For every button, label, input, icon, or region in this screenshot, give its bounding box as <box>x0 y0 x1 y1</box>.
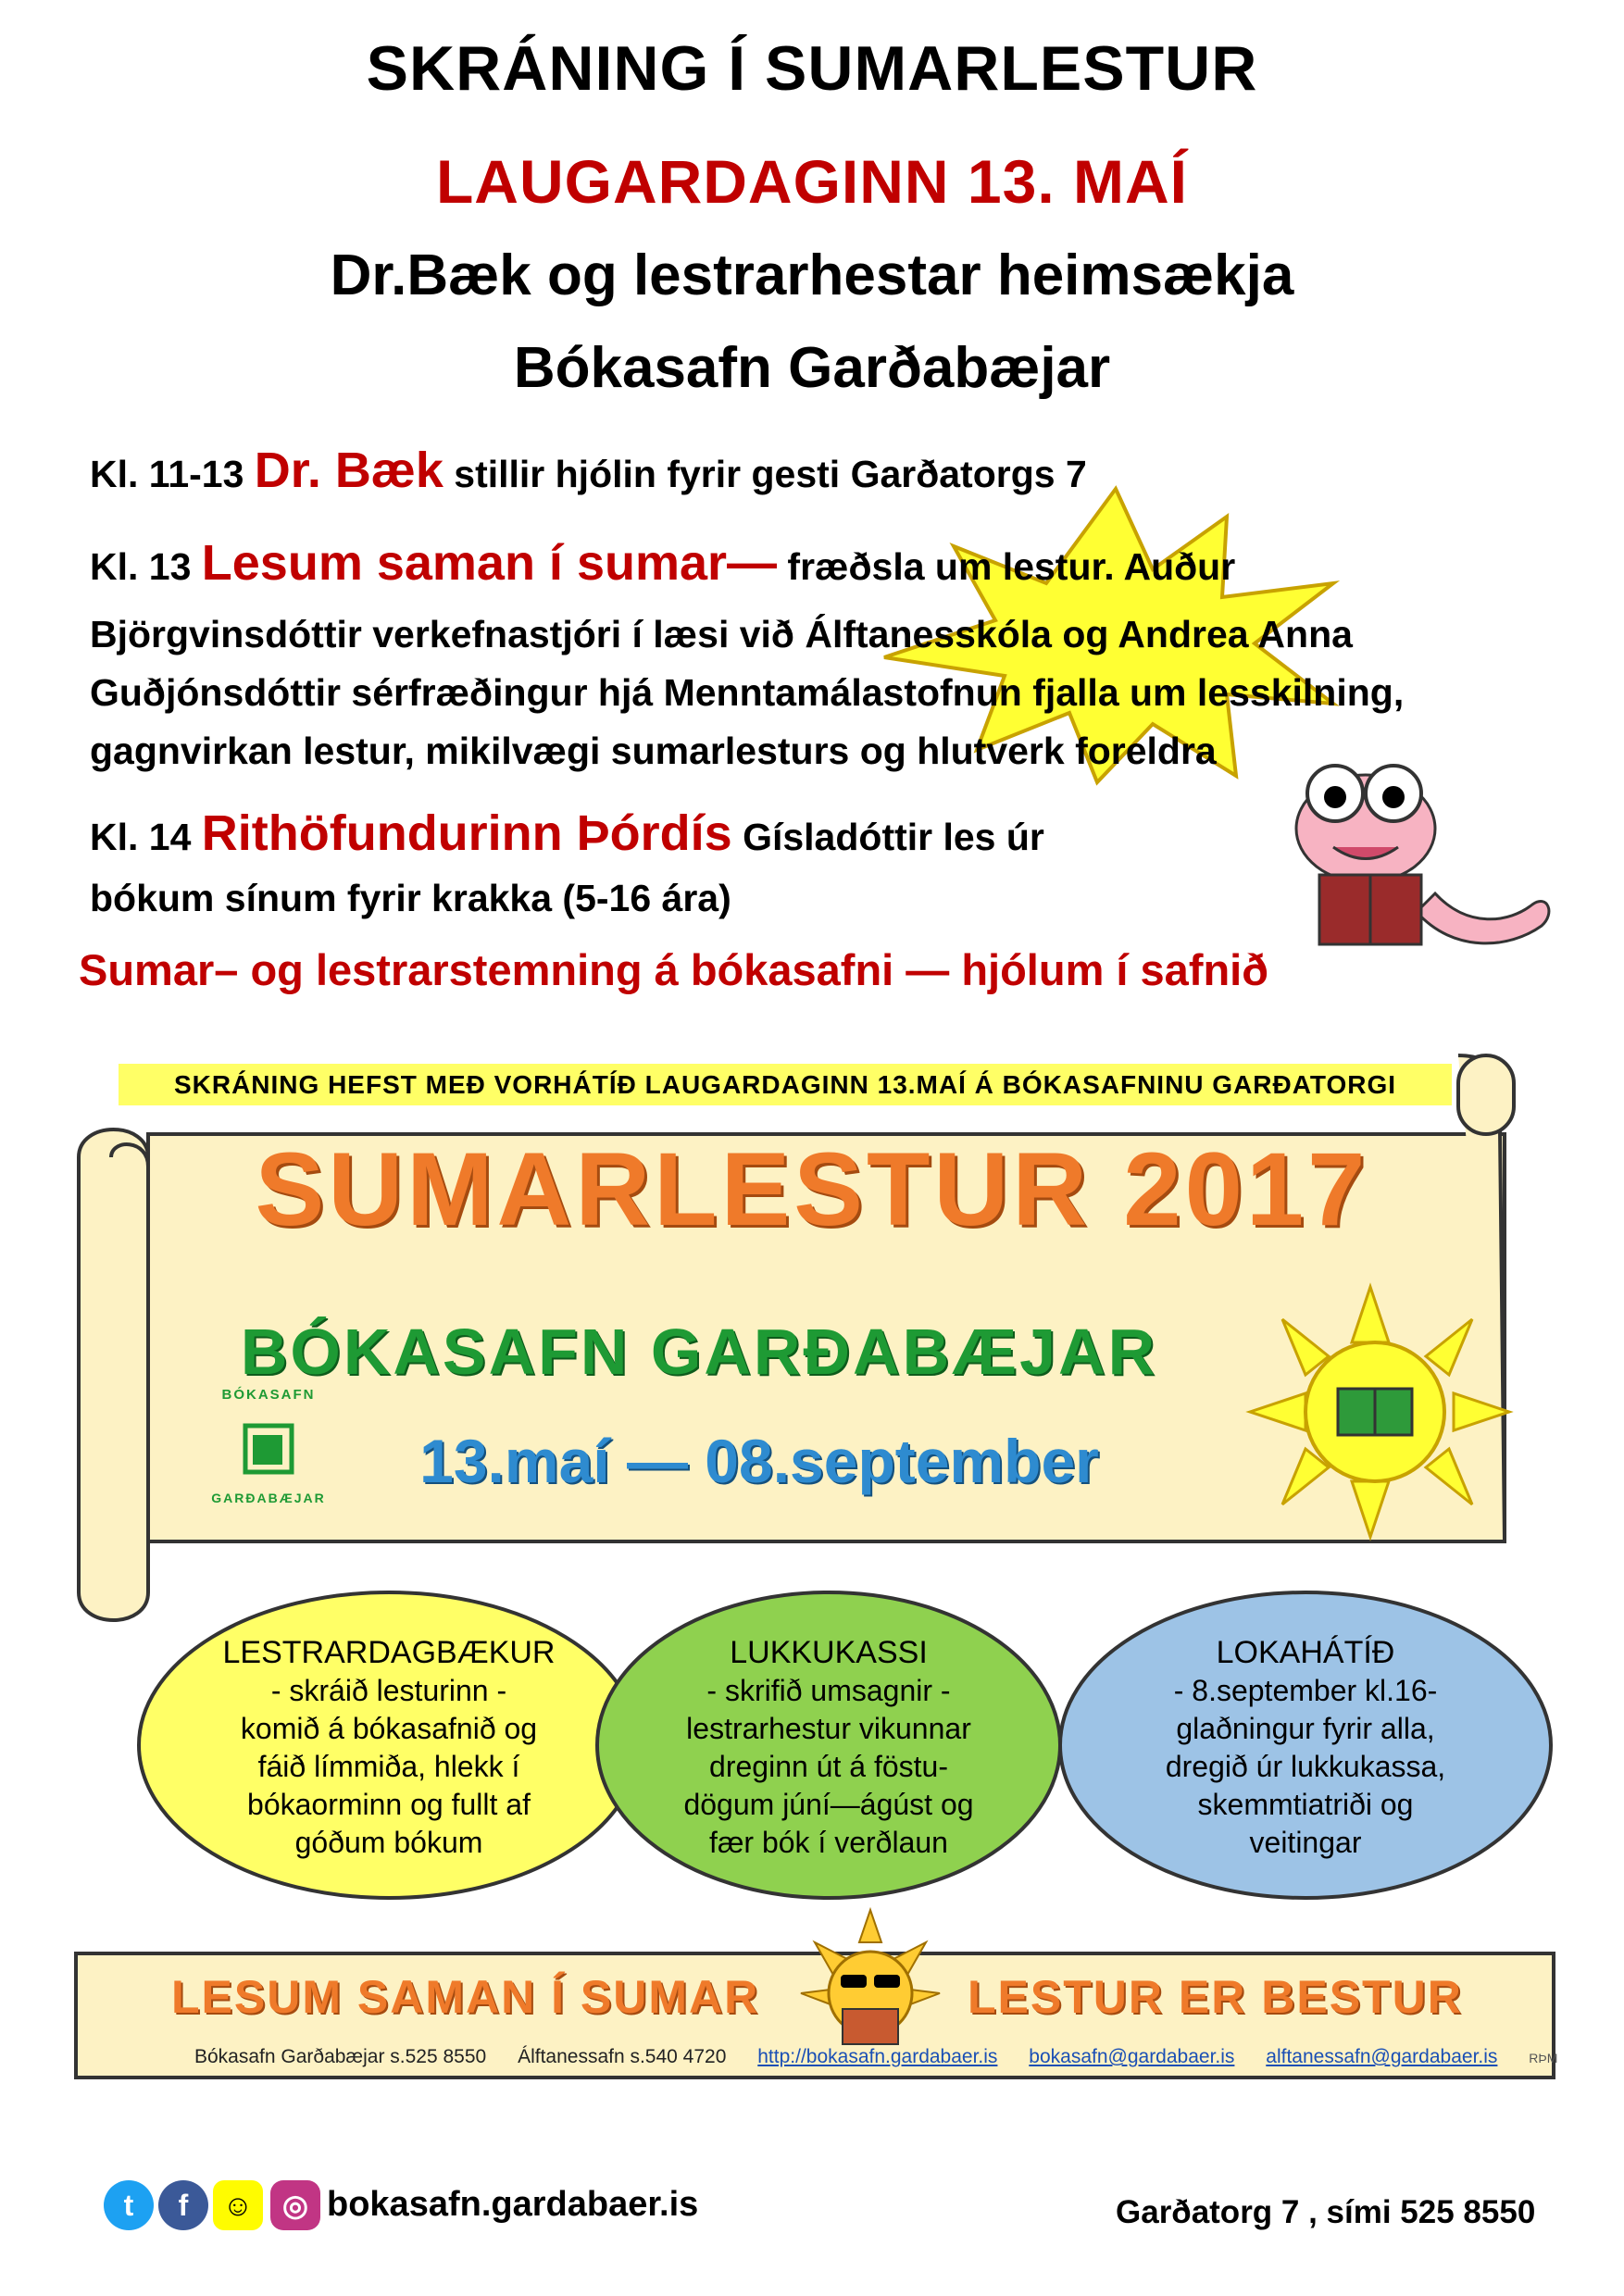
email-link-bokasafn[interactable]: bokasafn@gardabaer.is <box>1029 2046 1235 2067</box>
subtitle-line1: Dr.Bæk og lestrarhestar heimsækja <box>330 243 1294 307</box>
logo-text-bottom: GARÐABÆJAR <box>211 1491 326 1505</box>
program-time: Kl. 13 <box>90 545 202 588</box>
oval-line: glaðningur fyrir alla, <box>1176 1712 1435 1745</box>
oval-line: - skráið lesturinn - <box>270 1674 507 1707</box>
program-item-2-line: gagnvirkan lestur, mikilvægi sumarlesturs og hlutverk foreldra <box>90 730 1217 772</box>
oval-lokahatid <box>1060 1634 1551 1862</box>
address-phone: Garðatorg 7 , sími 525 8550 <box>1116 2194 1536 2230</box>
oval-line: fær bók í verðlaun <box>709 1826 948 1859</box>
contact-alftanes: Álftanessafn s.540 4720 <box>518 2046 727 2067</box>
designer-initials: RÞM <box>1529 2051 1558 2065</box>
oval-line: dreginn út á föstu- <box>709 1750 948 1783</box>
program-text: Gísladóttir les úr <box>731 816 1044 858</box>
program-dates: 13.maí — 08.september <box>419 1427 1099 1495</box>
sun-icon <box>1241 1278 1518 1546</box>
oval-line: dögum júní—ágúst og <box>683 1788 974 1821</box>
oval-line: - skrifið umsagnir - <box>706 1674 951 1707</box>
bookworm-illustration <box>1278 755 1555 967</box>
oval-title: LUKKUKASSI <box>730 1635 928 1670</box>
contact-gardabaer: Bókasafn Garðabæjar s.525 8550 <box>194 2046 487 2067</box>
facebook-icon[interactable]: f <box>158 2180 208 2230</box>
oval-line: lestrarhestur vikunnar <box>686 1712 971 1745</box>
oval-line: - 8.september kl.16- <box>1173 1674 1438 1707</box>
program-item-1 <box>90 443 1087 502</box>
main-title: SKRÁNING Í SUMARLESTUR <box>366 33 1258 104</box>
program-item-2-line: Guðjónsdóttir sérfræðingur hjá Menntamálastofnun fjalla um lesskilning, <box>90 671 1405 714</box>
event-date: LAUGARDAGINN 13. MAÍ <box>435 147 1189 216</box>
library-name: BÓKASAFN GARÐABÆJAR <box>240 1316 1158 1388</box>
email-link-alftanessafn[interactable]: alftanessafn@gardabaer.is <box>1266 2046 1498 2067</box>
instagram-icon[interactable]: ◎ <box>270 2180 320 2230</box>
program-highlight: Lesum saman í sumar— <box>201 535 778 591</box>
program-text: stillir hjólin fyrir gesti Garðatorgs 7 <box>443 453 1087 495</box>
program-highlight: Rithöfundurinn Þórdís <box>201 805 732 861</box>
program-time: Kl. 11-13 <box>90 453 255 495</box>
oval-lestrardagbaekur <box>139 1634 639 1862</box>
contact-line <box>194 2046 1583 2068</box>
program-title: SUMARLESTUR 2017 <box>255 1131 1369 1247</box>
sun-reader-icon <box>796 1905 944 2053</box>
registration-strip: SKRÁNING HEFST MEÐ VORHÁTÍÐ LAUGARDAGINN 13.MAÍ Á BÓKASAFNINU GARÐATORGI <box>119 1064 1452 1105</box>
oval-lukkukassi <box>597 1634 1060 1862</box>
program-item-3 <box>90 805 1044 865</box>
social-handle[interactable]: bokasafn.gardabaer.is <box>327 2185 699 2224</box>
oval-line: komið á bókasafnið og <box>240 1712 538 1745</box>
program-item-2 <box>90 535 1235 594</box>
program-item-3-line: bókum sínum fyrir krakka (5-16 ára) <box>90 877 731 919</box>
bottom-slogan-left: LESUM SAMAN Í SUMAR <box>171 1971 760 2023</box>
subtitle-line2: Bókasafn Garðabæjar <box>513 336 1111 400</box>
oval-line: fáið límmiða, hlekk í <box>257 1750 520 1783</box>
program-time: Kl. 14 <box>90 816 202 858</box>
logo-text-top: BÓKASAFN <box>221 1387 316 1403</box>
bottom-slogan-right: LESTUR ER BESTUR <box>968 1971 1463 2023</box>
snapchat-icon[interactable]: ☺ <box>213 2180 263 2230</box>
oval-line: dregið úr lukkukassa, <box>1165 1750 1446 1783</box>
oval-line: veitingar <box>1249 1826 1362 1859</box>
program-highlight: Dr. Bæk <box>254 443 443 498</box>
twitter-icon[interactable]: t <box>104 2180 154 2230</box>
oval-line: góðum bókum <box>294 1826 483 1859</box>
website-link[interactable]: http://bokasafn.gardabaer.is <box>757 2046 998 2067</box>
program-item-2-line: Björgvinsdóttir verkefnastjóri í læsi við Álftanesskóla og Andrea Anna <box>90 613 1353 655</box>
oval-line: bókaorminn og fullt af <box>247 1788 531 1821</box>
tagline: Sumar– og lestrarstemning á bókasafni — hjólum í safnið <box>79 945 1268 994</box>
program-text: fræðsla um lestur. Auður <box>777 545 1236 588</box>
oval-title: LESTRARDAGBÆKUR <box>222 1635 556 1670</box>
oval-title: LOKAHÁTÍÐ <box>1216 1635 1395 1670</box>
oval-line: skemmtiatriði og <box>1197 1788 1414 1821</box>
